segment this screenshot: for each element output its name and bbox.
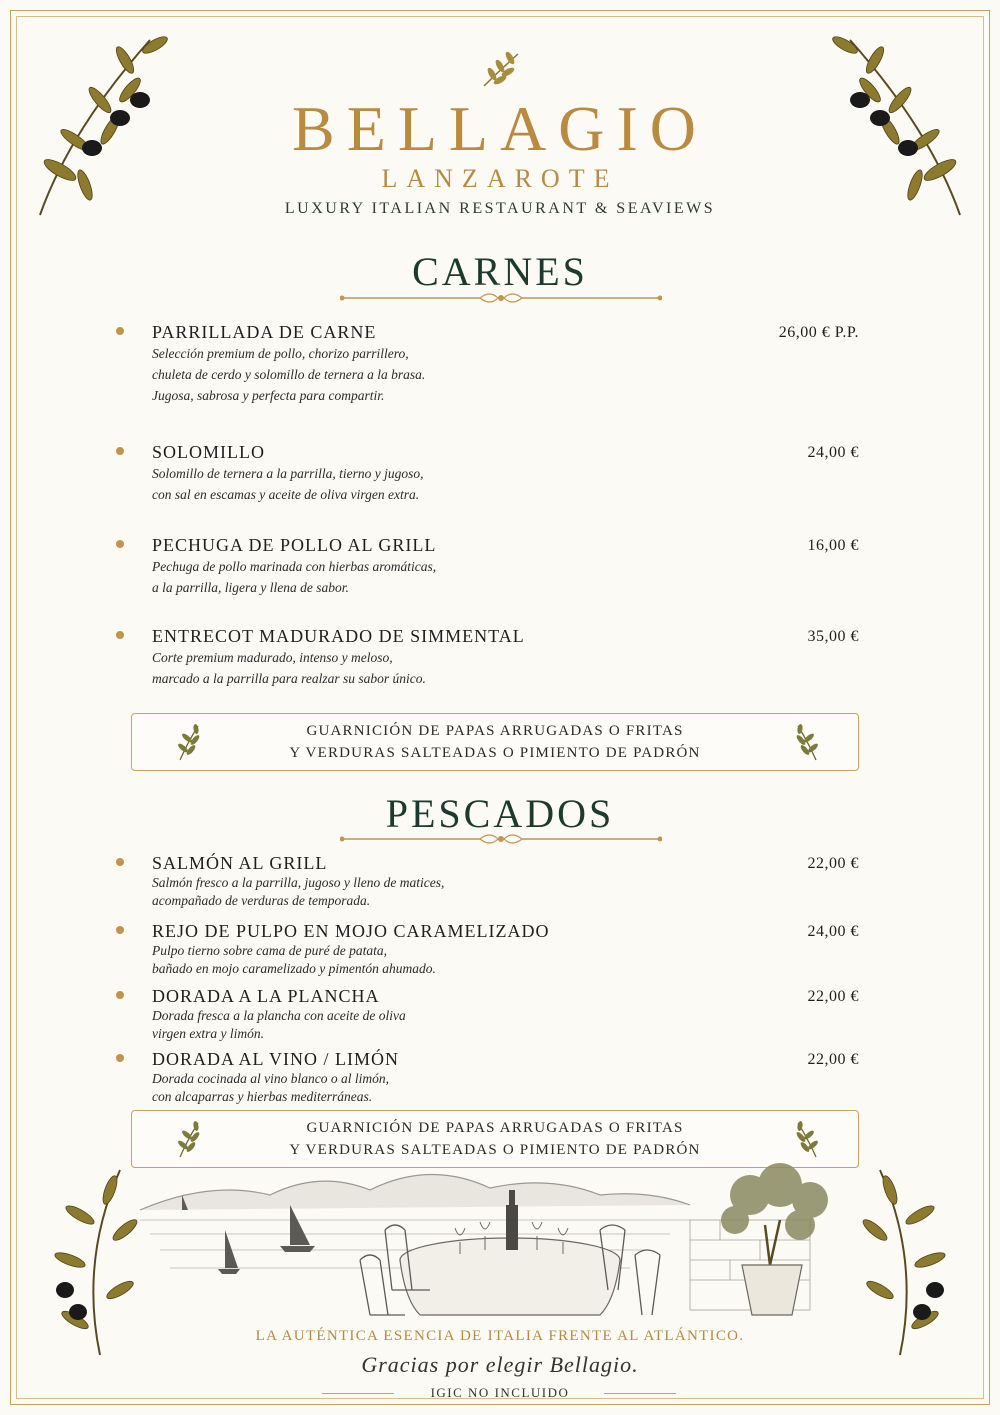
item-name: PARRILLADA DE CARNE xyxy=(152,322,377,342)
item-description: Corte premium madurado, intenso y meloso, marcado a la parrilla para realzar su sabor único. xyxy=(152,650,426,686)
bullet xyxy=(116,540,124,548)
item-name: REJO DE PULPO EN MOJO CARAMELIZADO xyxy=(152,921,550,941)
item-price: 16,00 € xyxy=(807,537,859,554)
item-description: Dorada cocinada al vino blanco o al limón, con alcaparras y hierbas mediterráneas. xyxy=(152,1071,389,1104)
bullet xyxy=(116,631,124,639)
footer-thanks: Gracias por elegir Bellagio. xyxy=(361,1352,639,1377)
item-name: DORADA AL VINO / LIMÓN xyxy=(152,1049,399,1069)
seaside-terrace-illustration xyxy=(130,1150,870,1320)
bullet xyxy=(116,926,124,934)
garnish-box xyxy=(131,713,859,771)
ornament-divider-icon xyxy=(340,288,662,310)
bullet xyxy=(116,447,124,455)
section-title-pescados: PESCADOS xyxy=(385,791,615,836)
item-name: PECHUGA DE POLLO AL GRILL xyxy=(152,535,437,555)
item-price: 26,00 € P.P. xyxy=(778,324,859,341)
brand-name: BELLAGIO xyxy=(292,93,708,164)
item-description: Salmón fresco a la parrilla, jugoso y lleno de matices, acompañado de verduras de temporada. xyxy=(152,875,445,908)
bullet xyxy=(116,991,124,999)
item-description: Dorada fresca a la plancha con aceite de oliva virgen extra y limón. xyxy=(152,1008,406,1041)
item-name: DORADA A LA PLANCHA xyxy=(152,986,380,1006)
item-name: SALMÓN AL GRILL xyxy=(152,853,328,873)
brand-tagline: LUXURY ITALIAN RESTAURANT & SEAVIEWS xyxy=(284,200,716,217)
item-description: Selección premium de pollo, chorizo parrillero, chuleta de cerdo y solomillo de ternera a la brasa. Jugosa, sabrosa y perfecta para compartir. xyxy=(152,346,426,403)
bullet xyxy=(116,858,124,866)
brand-location: LANZAROTE xyxy=(381,164,619,193)
item-description: Pulpo tierno sobre cama de puré de patata, bañado en mojo caramelizado y pimentón ahumado. xyxy=(152,943,436,976)
footer-tax-note: IGIC NO INCLUIDO xyxy=(430,1385,570,1400)
laurel-sprig-icon xyxy=(794,722,822,762)
ornament-divider-icon xyxy=(340,829,662,851)
item-price: 24,00 € xyxy=(807,444,859,461)
garnish-line: Y VERDURAS SALTEADAS O PIMIENTO DE PADRÓN xyxy=(289,745,701,761)
item-price: 35,00 € xyxy=(807,628,859,645)
item-description: Pechuga de pollo marinada con hierbas aromáticas, a la parrilla, ligera y llena de sabor. xyxy=(152,559,437,595)
section-title-carnes: CARNES xyxy=(412,249,588,294)
item-price: 22,00 € xyxy=(807,988,859,1005)
garnish-line: GUARNICIÓN DE PAPAS ARRUGADAS O FRITAS xyxy=(306,723,684,739)
item-price: 24,00 € xyxy=(807,923,859,940)
item-name: SOLOMILLO xyxy=(152,442,265,462)
item-name: ENTRECOT MADURADO DE SIMMENTAL xyxy=(152,626,525,646)
divider xyxy=(604,1393,676,1394)
item-description: Solomillo de ternera a la parrilla, tierno y jugoso, con sal en escamas y aceite de oliva virgen extra. xyxy=(152,466,424,502)
footer-tagline: LA AUTÉNTICA ESENCIA DE ITALIA FRENTE AL ATLÁNTICO. xyxy=(255,1328,745,1344)
bullet xyxy=(116,1054,124,1062)
garnish-line: GUARNICIÓN DE PAPAS ARRUGADAS O FRITAS xyxy=(306,1120,684,1136)
bullet xyxy=(116,327,124,335)
laurel-sprig-icon xyxy=(478,48,524,90)
item-price: 22,00 € xyxy=(807,855,859,872)
item-price: 22,00 € xyxy=(807,1051,859,1068)
garnish-line: Y VERDURAS SALTEADAS O PIMIENTO DE PADRÓN xyxy=(289,1142,701,1158)
